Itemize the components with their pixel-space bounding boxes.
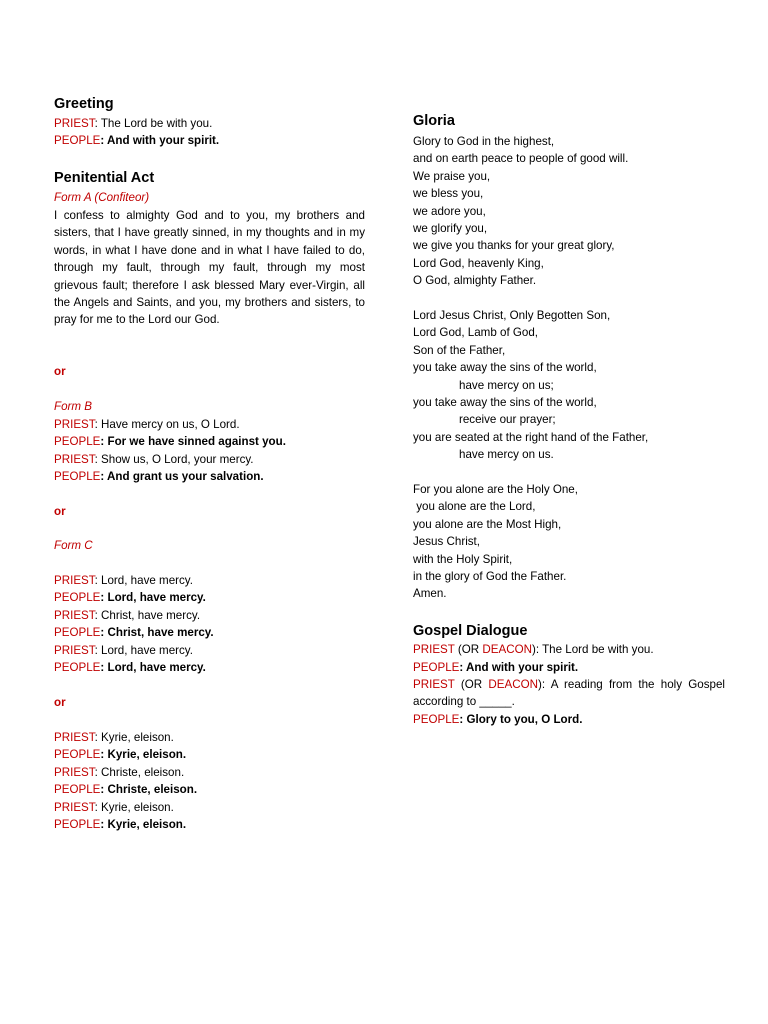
speaker-label: PRIEST <box>54 731 95 744</box>
speaker-label: PEOPLE <box>54 818 101 831</box>
dialogue-text: : Christe, eleison. <box>100 783 198 797</box>
dialogue-line <box>54 764 184 781</box>
speaker-label: PEOPLE <box>413 661 460 674</box>
dialogue-text: : And grant us your salvation. <box>100 470 264 484</box>
gloria-line: We praise you, <box>413 169 491 183</box>
gloria-line: we give you thanks for your great glory, <box>413 239 615 253</box>
form-a-label: Form A (Confiteor) <box>54 191 150 204</box>
dialogue-text: : The Lord be with you. <box>94 117 213 130</box>
gloria-line: Glory to God in the highest, <box>413 135 555 148</box>
gloria-line: you alone are the Lord, <box>413 500 536 514</box>
dialogue-line <box>54 729 174 746</box>
gloria-heading: Gloria <box>413 113 455 129</box>
or-separator: or <box>54 505 66 518</box>
speaker-label: PEOPLE <box>54 591 101 605</box>
gloria-line: Lord God, Lamb of God, <box>413 326 539 340</box>
dialogue-text: : Have mercy on us, O Lord. <box>94 418 240 431</box>
form-c-label: Form C <box>54 539 93 552</box>
gospel-line-1: PRIEST (OR DEACON): The Lord be with you. <box>413 643 654 656</box>
dialogue-line <box>54 799 174 816</box>
gloria-line: you are seated at the right hand of the Father, <box>413 430 649 444</box>
speaker-label: PEOPLE <box>54 748 101 762</box>
dialogue-line <box>54 468 264 485</box>
speaker-label: PRIEST <box>54 117 95 130</box>
dialogue-line <box>54 642 193 659</box>
speaker-label: PEOPLE <box>54 783 101 797</box>
dialogue-text: : Christ, have mercy. <box>100 626 214 640</box>
gloria-line: Lord Jesus Christ, Only Begotten Son, <box>413 309 611 322</box>
gloria-line: receive our prayer; <box>459 413 556 427</box>
confiteor-text: I confess to almighty God and to you, my brothers and sisters, that I have greatly sinned, in my thoughts and in my words, in what I have done and in what I have failed to do, through my fault, through my fault, through my most grievous fault; therefore I ask blessed Mary ever-Virgin, all the Angels and Saints, and you, my brothers and sisters, to pray for me to the Lord our God. <box>54 209 365 327</box>
speaker-label: PRIEST <box>54 418 95 431</box>
speaker-label: PRIEST <box>413 643 455 656</box>
speaker-label: PRIEST <box>54 765 95 779</box>
gloria-line: you alone are the Most High, <box>413 517 562 531</box>
dialogue-text: : Kyrie, eleison. <box>100 818 187 831</box>
speaker-label: PRIEST <box>54 800 95 814</box>
dialogue-text: : For we have sinned against you. <box>100 435 286 449</box>
gloria-line: and on earth peace to people of good will. <box>413 152 629 166</box>
gloria-line: Son of the Father, <box>413 343 506 357</box>
form-b-label: Form B <box>54 400 93 413</box>
gloria-line: with the Holy Spirit, <box>413 552 513 566</box>
dialogue-line <box>54 416 240 433</box>
gloria-line: Lord God, heavenly King, <box>413 256 544 270</box>
dialogue-text: : Christe, eleison. <box>94 765 185 779</box>
gospel-line-3-cont: according to _____. <box>413 695 515 708</box>
penitential-heading: Penitential Act <box>54 170 155 186</box>
speaker-label: DEACON <box>482 643 532 656</box>
dialogue-line <box>54 115 212 132</box>
speaker-label: PRIEST <box>54 574 95 587</box>
gloria-line: Amen. <box>413 587 447 601</box>
dialogue-line <box>54 572 193 589</box>
gloria-line: we adore you, <box>413 204 486 218</box>
gloria-line: For you alone are the Holy One, <box>413 483 578 496</box>
dialogue-text: : Kyrie, eleison. <box>94 731 174 744</box>
dialogue-text: : Show us, O Lord, your mercy. <box>94 452 254 466</box>
dialogue-line <box>54 132 219 149</box>
dialogue-text: : Lord, have mercy. <box>100 661 206 674</box>
gloria-line: you take away the sins of the world, <box>413 361 597 375</box>
dialogue-line <box>54 816 186 833</box>
dialogue-line <box>54 589 206 606</box>
or-separator: or <box>54 365 66 378</box>
dialogue-text: : Kyrie, eleison. <box>100 748 187 762</box>
dialogue-text: : Kyrie, eleison. <box>94 800 174 814</box>
speaker-label: PEOPLE <box>54 626 101 640</box>
gloria-line: Jesus Christ, <box>413 535 481 549</box>
dialogue-text: : Lord, have mercy. <box>100 591 206 605</box>
dialogue-text: : And with your spirit. <box>100 134 220 148</box>
dialogue-line <box>54 433 286 450</box>
or-separator: or <box>54 696 66 709</box>
gloria-line: in the glory of God the Father. <box>413 570 567 583</box>
gloria-line: have mercy on us; <box>459 378 554 392</box>
speaker-label: PRIEST <box>54 643 95 657</box>
speaker-label: PRIEST <box>54 452 95 466</box>
speaker-label: DEACON <box>488 678 539 691</box>
dialogue-text: : Lord, have mercy. <box>94 574 193 587</box>
dialogue-line <box>54 451 254 468</box>
gospel-line-2: PEOPLE: And with your spirit. <box>413 661 579 674</box>
gloria-line: O God, almighty Father. <box>413 274 537 288</box>
gloria-line: we bless you, <box>413 187 484 201</box>
speaker-label: PEOPLE <box>54 470 101 484</box>
speaker-label: PRIEST <box>54 608 95 622</box>
dialogue-line <box>54 624 214 641</box>
speaker-label: PEOPLE <box>54 134 101 148</box>
greeting-heading: Greeting <box>54 96 114 112</box>
gloria-line: you take away the sins of the world, <box>413 396 597 409</box>
dialogue-line <box>54 607 200 624</box>
speaker-label: PEOPLE <box>54 435 101 449</box>
speaker-label: PEOPLE <box>413 713 460 726</box>
gloria-line: have mercy on us. <box>459 448 554 462</box>
dialogue-text: : Christ, have mercy. <box>94 608 201 622</box>
gospel-heading: Gospel Dialogue <box>413 623 528 639</box>
speaker-label: PEOPLE <box>54 661 101 674</box>
dialogue-line <box>54 746 186 763</box>
gloria-line: we glorify you, <box>413 222 488 235</box>
speaker-label: PRIEST <box>413 678 455 691</box>
gospel-line-4: PEOPLE: Glory to you, O Lord. <box>413 713 583 726</box>
dialogue-line <box>54 781 197 798</box>
dialogue-text: : Lord, have mercy. <box>94 643 193 657</box>
dialogue-line <box>54 659 206 676</box>
gospel-line-3: PRIEST (OR DEACON): A reading from the holy Gospel <box>413 678 725 691</box>
